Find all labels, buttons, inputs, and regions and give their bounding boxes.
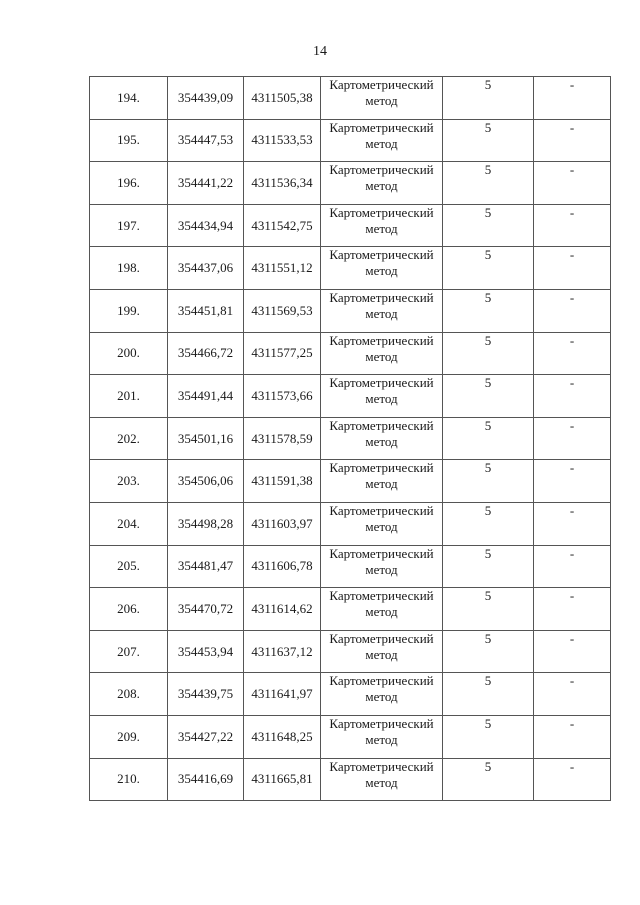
y-coordinate-cell: 4311536,34 [244, 162, 321, 205]
x-coordinate-cell: 354439,75 [168, 673, 244, 716]
error-cell: 5 [443, 417, 534, 460]
x-coordinate-cell: 354498,28 [168, 502, 244, 545]
method-cell: Картометрический метод [321, 460, 443, 503]
coordinates-table-body [90, 77, 611, 801]
error-cell: 5 [443, 588, 534, 631]
x-coordinate-cell: 354453,94 [168, 630, 244, 673]
note-cell: - [534, 630, 611, 673]
error-cell: 5 [443, 502, 534, 545]
note-cell: - [534, 204, 611, 247]
point-number-cell: 203. [90, 460, 168, 503]
coordinates-table [89, 76, 611, 801]
point-number-cell: 197. [90, 204, 168, 247]
point-number-cell: 205. [90, 545, 168, 588]
y-coordinate-cell: 4311614,62 [244, 588, 321, 631]
note-cell: - [534, 502, 611, 545]
method-cell: Картометрический метод [321, 502, 443, 545]
y-coordinate-cell: 4311648,25 [244, 715, 321, 758]
method-cell: Картометрический метод [321, 715, 443, 758]
method-cell: Картометрический метод [321, 758, 443, 801]
method-cell: Картометрический метод [321, 588, 443, 631]
table-row [90, 758, 611, 801]
note-cell: - [534, 417, 611, 460]
error-cell: 5 [443, 162, 534, 205]
method-cell: Картометрический метод [321, 332, 443, 375]
x-coordinate-cell: 354437,06 [168, 247, 244, 290]
note-cell: - [534, 673, 611, 716]
x-coordinate-cell: 354491,44 [168, 375, 244, 418]
method-cell: Картометрический метод [321, 545, 443, 588]
note-cell: - [534, 332, 611, 375]
point-number-cell: 198. [90, 247, 168, 290]
y-coordinate-cell: 4311569,53 [244, 289, 321, 332]
x-coordinate-cell: 354416,69 [168, 758, 244, 801]
point-number-cell: 202. [90, 417, 168, 460]
note-cell: - [534, 375, 611, 418]
error-cell: 5 [443, 545, 534, 588]
error-cell: 5 [443, 715, 534, 758]
table-row [90, 588, 611, 631]
y-coordinate-cell: 4311665,81 [244, 758, 321, 801]
point-number-cell: 196. [90, 162, 168, 205]
method-cell: Картометрический метод [321, 673, 443, 716]
point-number-cell: 207. [90, 630, 168, 673]
y-coordinate-cell: 4311641,97 [244, 673, 321, 716]
x-coordinate-cell: 354451,81 [168, 289, 244, 332]
table-row [90, 204, 611, 247]
method-cell: Картометрический метод [321, 417, 443, 460]
error-cell: 5 [443, 77, 534, 120]
point-number-cell: 209. [90, 715, 168, 758]
method-cell: Картометрический метод [321, 289, 443, 332]
y-coordinate-cell: 4311603,97 [244, 502, 321, 545]
y-coordinate-cell: 4311591,38 [244, 460, 321, 503]
table-row [90, 289, 611, 332]
table-row [90, 77, 611, 120]
error-cell: 5 [443, 375, 534, 418]
error-cell: 5 [443, 289, 534, 332]
y-coordinate-cell: 4311533,53 [244, 119, 321, 162]
error-cell: 5 [443, 673, 534, 716]
point-number-cell: 204. [90, 502, 168, 545]
y-coordinate-cell: 4311551,12 [244, 247, 321, 290]
point-number-cell: 208. [90, 673, 168, 716]
y-coordinate-cell: 4311577,25 [244, 332, 321, 375]
method-cell: Картометрический метод [321, 630, 443, 673]
method-cell: Картометрический метод [321, 204, 443, 247]
error-cell: 5 [443, 630, 534, 673]
x-coordinate-cell: 354439,09 [168, 77, 244, 120]
x-coordinate-cell: 354481,47 [168, 545, 244, 588]
table-row [90, 332, 611, 375]
note-cell: - [534, 758, 611, 801]
y-coordinate-cell: 4311578,59 [244, 417, 321, 460]
y-coordinate-cell: 4311637,12 [244, 630, 321, 673]
method-cell: Картометрический метод [321, 77, 443, 120]
note-cell: - [534, 460, 611, 503]
x-coordinate-cell: 354506,06 [168, 460, 244, 503]
point-number-cell: 201. [90, 375, 168, 418]
note-cell: - [534, 247, 611, 290]
table-row [90, 502, 611, 545]
point-number-cell: 206. [90, 588, 168, 631]
method-cell: Картометрический метод [321, 375, 443, 418]
y-coordinate-cell: 4311542,75 [244, 204, 321, 247]
y-coordinate-cell: 4311606,78 [244, 545, 321, 588]
table-row [90, 673, 611, 716]
x-coordinate-cell: 354501,16 [168, 417, 244, 460]
error-cell: 5 [443, 758, 534, 801]
method-cell: Картометрический метод [321, 119, 443, 162]
note-cell: - [534, 119, 611, 162]
note-cell: - [534, 715, 611, 758]
table-row [90, 162, 611, 205]
error-cell: 5 [443, 460, 534, 503]
point-number-cell: 200. [90, 332, 168, 375]
method-cell: Картометрический метод [321, 162, 443, 205]
note-cell: - [534, 588, 611, 631]
y-coordinate-cell: 4311573,66 [244, 375, 321, 418]
table-row [90, 460, 611, 503]
error-cell: 5 [443, 119, 534, 162]
x-coordinate-cell: 354441,22 [168, 162, 244, 205]
error-cell: 5 [443, 247, 534, 290]
note-cell: - [534, 77, 611, 120]
x-coordinate-cell: 354427,22 [168, 715, 244, 758]
x-coordinate-cell: 354447,53 [168, 119, 244, 162]
x-coordinate-cell: 354434,94 [168, 204, 244, 247]
note-cell: - [534, 289, 611, 332]
x-coordinate-cell: 354470,72 [168, 588, 244, 631]
table-row [90, 417, 611, 460]
error-cell: 5 [443, 204, 534, 247]
point-number-cell: 210. [90, 758, 168, 801]
table-row [90, 247, 611, 290]
table-row [90, 715, 611, 758]
point-number-cell: 195. [90, 119, 168, 162]
method-cell: Картометрический метод [321, 247, 443, 290]
table-row [90, 630, 611, 673]
error-cell: 5 [443, 332, 534, 375]
note-cell: - [534, 162, 611, 205]
point-number-cell: 194. [90, 77, 168, 120]
note-cell: - [534, 545, 611, 588]
point-number-cell: 199. [90, 289, 168, 332]
page-number: 14 [313, 44, 327, 59]
x-coordinate-cell: 354466,72 [168, 332, 244, 375]
y-coordinate-cell: 4311505,38 [244, 77, 321, 120]
table-row [90, 119, 611, 162]
table-row [90, 375, 611, 418]
table-row [90, 545, 611, 588]
